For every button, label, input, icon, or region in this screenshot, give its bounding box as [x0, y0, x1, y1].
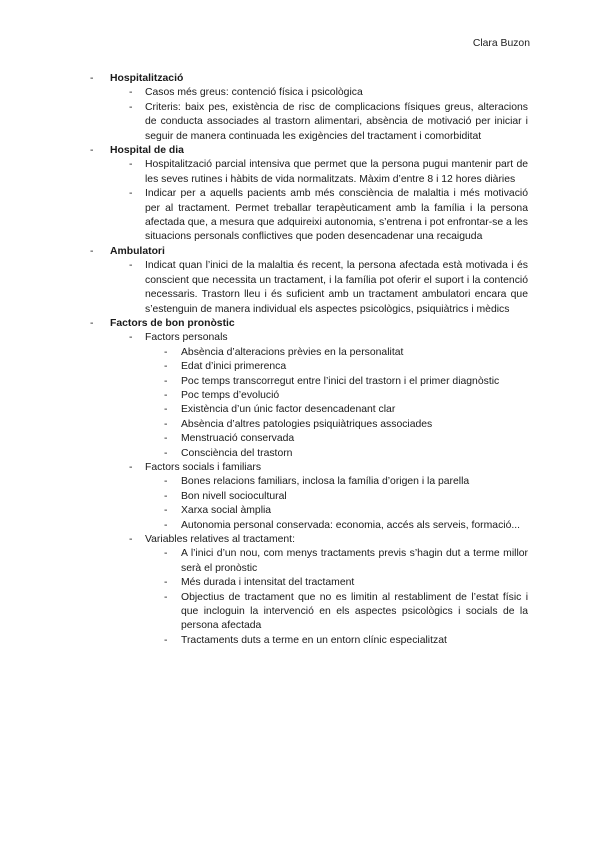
subsection-title: Variables relatives al tractament: [145, 534, 295, 545]
bullet-dash: - [129, 159, 133, 171]
item-text: Xarxa social àmplia [181, 505, 272, 517]
author-name: Clara Buzon [472, 38, 530, 49]
item-text: Hospitalització parcial intensiva que permet que la persona pugui mantenir part de les seves rutines i hàbits de vida normalitzats. Màxim d’entre 8 i 12 hores diàries [145, 159, 528, 185]
list-item [88, 187, 528, 245]
list-item [88, 490, 528, 504]
bullet-dash: - [90, 317, 94, 329]
bullet-dash: - [164, 505, 168, 517]
list-item [88, 504, 528, 518]
list-item [88, 475, 528, 489]
bullet-dash: - [129, 534, 133, 545]
subsection-variables-tractament [88, 533, 528, 547]
bullet-dash: - [164, 361, 168, 373]
bullet-dash: - [164, 389, 168, 401]
list-item [88, 576, 528, 590]
list-item [88, 389, 528, 403]
bullet-dash: - [129, 332, 133, 344]
bullet-dash: - [164, 418, 168, 430]
list-item [88, 447, 528, 461]
item-text: A l’inici d’un nou, com menys tractaments previs s’hagin dut a terme millor serà el pronòstic [181, 548, 528, 574]
bullet-dash: - [164, 577, 168, 589]
section-ambulatori [88, 245, 528, 259]
list-item [88, 360, 528, 374]
item-text: Criteris: baix pes, existència de risc de complicacions físiques greus, alteracions de conducta associades al trastorn alimentari, absència de motivació per iniciar i seguir de manera continuada les exigències del tractament i comorbiditat [145, 101, 528, 142]
item-text: Absència d’alteracions prèvies en la personalitat [181, 346, 404, 358]
item-text: Autonomia personal conservada: economia, accés als serveis, formació... [181, 519, 521, 531]
bullet-dash: - [164, 447, 168, 459]
list-item [88, 519, 528, 533]
list-item [88, 432, 528, 446]
section-title: Hospital de dia [110, 145, 184, 157]
item-text: Tractaments duts a terme en un entorn clínic especialitzat [181, 634, 447, 646]
bullet-dash: - [164, 433, 168, 445]
bullet-dash: - [129, 260, 133, 272]
item-text: Casos més greus: contenció física i psicològica [145, 87, 363, 99]
section-title: Ambulatori [110, 245, 165, 257]
item-text: Indicar per a aquells pacients amb més consciència de malaltia i més motivació per al tractament. Permet treballar terapèuticament amb la família i la persona afectada que, a mesura que adquireixi autonomia, s’entrena i pot enfrontar-se a les situacions personals conflictives que poden desencadenar una recaiguda [145, 188, 528, 243]
bullet-dash: - [164, 404, 168, 416]
item-text: Existència d’un únic factor desencadenant clar [181, 404, 396, 416]
list-item [88, 591, 528, 634]
item-text: Edat d’inici primerenca [181, 361, 287, 373]
bullet-dash: - [129, 101, 133, 113]
bullet-dash: - [90, 73, 94, 84]
subsection-factors-personals [88, 331, 528, 345]
item-text: Objectius de tractament que no es limitin al restabliment de l’estat físic i que incloguin la intervenció en els aspectes psicològics i socials de la persona afectada [181, 591, 528, 632]
bullet-dash: - [164, 375, 168, 387]
bullet-dash: - [129, 87, 133, 99]
item-text: Indicat quan l’inici de la malaltia és recent, la persona afectada està motivada i és conscient que necessita un tractament, i la família pot oferir el suport i la contenció necessaris. Trastorn lleu i és suficient amb un tractament ambulatori encara que s’estenguin de manera individual els aspectes psicològics, psiquiàtrics i mèdics [145, 260, 528, 315]
list-item [88, 418, 528, 432]
document-body [88, 72, 528, 648]
list-item [88, 634, 528, 648]
section-title: Hospitalització [110, 73, 184, 84]
subsection-title: Factors personals [145, 332, 228, 344]
subsection-title: Factors socials i familiars [145, 461, 262, 473]
list-item [88, 403, 528, 417]
bullet-dash: - [90, 245, 94, 257]
list-item [88, 101, 528, 144]
list-item [88, 158, 528, 187]
bullet-dash: - [90, 145, 94, 157]
list-item [88, 259, 528, 317]
bullet-dash: - [164, 519, 168, 531]
bullet-dash: - [164, 346, 168, 358]
list-item [88, 375, 528, 389]
section-title: Factors de bon pronòstic [110, 317, 235, 329]
section-factors-bon-pronostic [88, 317, 528, 331]
list-item [88, 86, 528, 100]
section-hospital-de-dia [88, 144, 528, 158]
bullet-dash: - [164, 490, 168, 502]
item-text: Poc temps transcorregut entre l’inici del trastorn i el primer diagnòstic [181, 375, 500, 387]
bullet-dash: - [164, 548, 168, 560]
item-text: Absència d’altres patologies psiquiàtriques associades [181, 418, 433, 430]
bullet-dash: - [129, 188, 133, 200]
subsection-factors-socials [88, 461, 528, 475]
bullet-dash: - [164, 591, 168, 603]
section-hospitalitzacio [88, 72, 528, 86]
bullet-dash: - [129, 461, 133, 473]
item-text: Consciència del trastorn [181, 447, 293, 459]
list-item [88, 346, 528, 360]
item-text: Bones relacions familiars, inclosa la família d’origen i la parella [181, 476, 470, 488]
item-text: Poc temps d’evolució [181, 389, 280, 401]
item-text: Menstruació conservada [181, 433, 295, 445]
item-text: Bon nivell sociocultural [181, 490, 287, 502]
bullet-dash: - [164, 476, 168, 488]
list-item [88, 547, 528, 576]
bullet-dash: - [164, 634, 168, 646]
item-text: Més durada i intensitat del tractament [181, 577, 355, 589]
